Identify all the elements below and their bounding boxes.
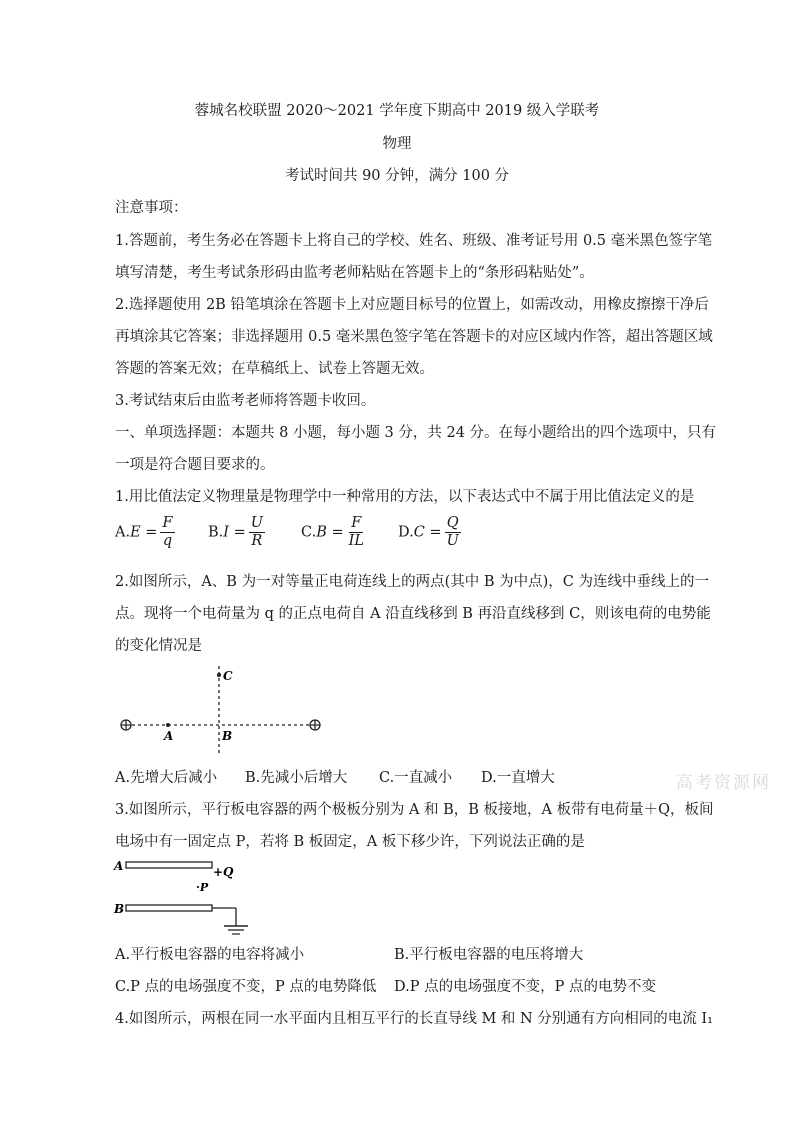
q2-stem-line: 点。现将一个电荷量为 q 的正点电荷自 A 沿直线移到 B 再沿直线移到 C，则该电荷的电势能 bbox=[115, 606, 711, 622]
positive-charge-right-icon bbox=[310, 720, 320, 730]
exam-info: 考试时间共 90 分钟，满分 100 分 bbox=[284, 168, 510, 184]
notice-line: 1.答题前，考生务必在答题卡上将自己的学校、姓名、班级、准考证号用 0.5 毫米黑色签字笔 bbox=[115, 233, 713, 249]
watermark: 高考资源网 bbox=[676, 773, 771, 793]
q2-option-a: A.先增大后减小 bbox=[115, 770, 218, 786]
q3-option-d: D.P 点的电场强度不变，P 点的电势不变 bbox=[394, 979, 656, 995]
notice-line: 填写清楚，考生考试条形码由监考老师粘贴在答题卡上的“条形码粘贴处”。 bbox=[115, 265, 594, 281]
notice-line: 再填涂其它答案；非选择题用 0.5 毫米黑色签字笔在答题卡的对应区域内作答，超出答题区域 bbox=[115, 329, 713, 345]
charge-q-label: +Q bbox=[213, 865, 234, 879]
q3-option-a: A.平行板电容器的电容将减小 bbox=[115, 947, 305, 963]
q1-option-b: B.I = $\frac{U}{R}$ bbox=[208, 515, 263, 549]
section-heading: 一、单项选择题：本题共 8 小题，每小题 3 分，共 24 分。在每小题给出的四个选项中，只有 bbox=[115, 425, 717, 441]
q2-stem-line: 2.如图所示，A、B 为一对等量正电荷连线上的两点(其中 B 为中点)，C 为连线中垂线上的一 bbox=[115, 574, 709, 590]
q3-option-b: B.平行板电容器的电压将增大 bbox=[394, 947, 584, 963]
q2-option-b: B.先减小后增大 bbox=[245, 770, 348, 786]
positive-charge-left-icon bbox=[121, 720, 131, 730]
q2-figure bbox=[112, 662, 332, 762]
point-c-dot bbox=[217, 673, 221, 677]
point-c-label: C bbox=[223, 669, 233, 683]
q2-option-c: C.一直减小 bbox=[379, 770, 453, 786]
notice-line: 答题的答案无效；在草稿纸上、试卷上答题无效。 bbox=[115, 361, 434, 377]
section-heading-cont: 一项是符合题目要求的。 bbox=[115, 457, 275, 473]
subject-title: 物理 bbox=[382, 136, 412, 152]
q1-option-a: A.E = $\frac{F}{q}$ bbox=[115, 515, 173, 549]
point-p-label: ·P bbox=[196, 881, 209, 894]
q4-stem-line: 4.如图所示，两根在同一水平面内且相互平行的长直导线 M 和 N 分别通有方向相同的电流 I₁ bbox=[115, 1011, 713, 1027]
q2-stem-line: 的变化情况是 bbox=[115, 638, 202, 654]
q3-stem-line: 3.如图所示，平行板电容器的两个极板分别为 A 和 B，B 板接地，A 板带有电荷量＋Q，板间 bbox=[115, 802, 714, 818]
plate-a bbox=[126, 862, 212, 868]
q3-stem-line: 电场中有一固定点 P，若将 B 板固定，A 板下移少许，下列说法正确的是 bbox=[115, 834, 585, 850]
ground-icon bbox=[212, 908, 248, 934]
point-a-label: A bbox=[164, 729, 174, 743]
q1-option-d: D.C = $\frac{Q}{U}$ bbox=[398, 515, 459, 549]
q3-option-c: C.P 点的电场强度不变，P 点的电势降低 bbox=[115, 979, 377, 995]
point-b-label: B bbox=[222, 729, 233, 743]
point-a-dot bbox=[166, 723, 170, 727]
q3-figure bbox=[112, 856, 262, 942]
q1-option-c: C.B = $\frac{F}{IL}$ bbox=[301, 515, 364, 549]
q2-option-d: D.一直增大 bbox=[481, 770, 555, 786]
notice-heading: 注意事项： bbox=[115, 200, 188, 216]
plate-b-label: B bbox=[114, 902, 125, 916]
notice-line: 3.考试结束后由监考老师将答题卡收回。 bbox=[115, 393, 376, 409]
plate-a-label: A bbox=[114, 859, 124, 873]
exam-title: 蓉城名校联盟 2020～2021 学年度下期高中 2019 级入学联考 bbox=[194, 103, 600, 119]
plate-b bbox=[126, 905, 212, 911]
q1-stem: 1.用比值法定义物理量是物理学中一种常用的方法，以下表达式中不属于用比值法定义的是 bbox=[115, 489, 695, 505]
notice-line: 2.选择题使用 2B 铅笔填涂在答题卡上对应题目标号的位置上，如需改动，用橡皮擦擦干净后 bbox=[115, 297, 709, 313]
